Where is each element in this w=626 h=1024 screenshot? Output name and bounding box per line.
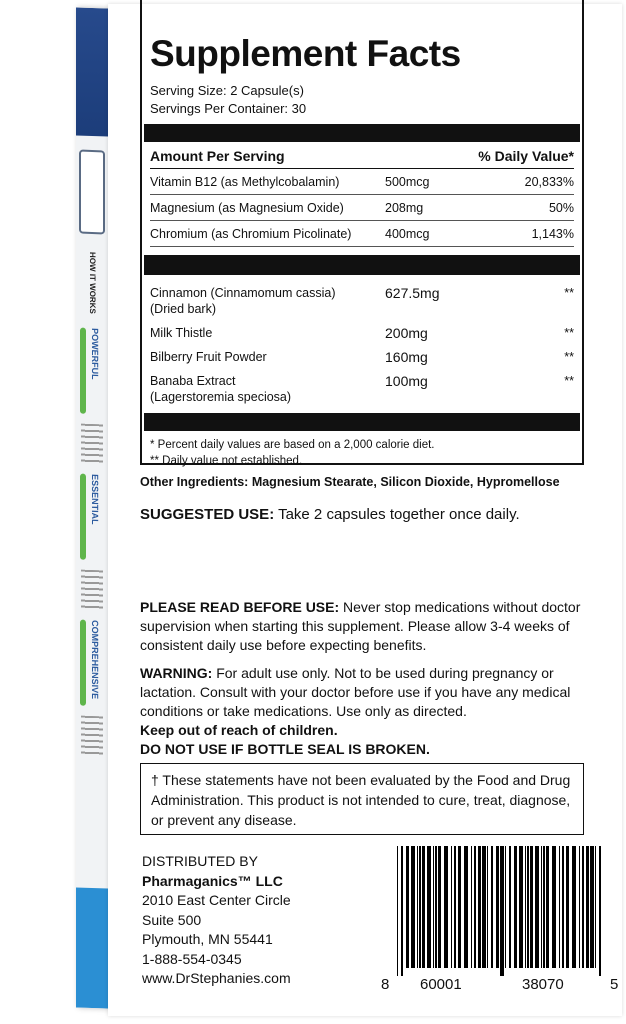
barcode-bar	[595, 846, 596, 968]
barcode-bar	[509, 846, 511, 968]
barcode-bar	[419, 846, 421, 968]
feature-label: COMPREHENSIVE	[90, 619, 100, 700]
barcode-bar	[438, 846, 441, 968]
barcode-bar	[427, 846, 431, 968]
barcode-bar	[586, 846, 589, 968]
barcode-bar	[471, 846, 472, 968]
nutrient-row	[150, 195, 574, 221]
barcode-bar	[406, 846, 409, 968]
barcode-bar	[444, 846, 448, 968]
barcode-bar	[417, 846, 418, 968]
header-dv: % Daily Value*	[478, 148, 574, 164]
other-ingredients: Other Ingredients: Magnesium Stearate, Silicon Dioxide, Hypromellose	[140, 475, 560, 489]
barcode-digit: 8	[381, 976, 390, 993]
distributor-info	[142, 852, 291, 989]
feature-label: ESSENTIAL	[90, 473, 100, 525]
divider-bar	[144, 255, 580, 275]
ingredient-name: Banaba Extract	[150, 374, 236, 388]
leaf-icon	[80, 474, 86, 560]
header-amount: Amount Per Serving	[150, 148, 285, 164]
divider-bar	[144, 124, 580, 142]
distributor-line: 2010 East Center Circle	[142, 892, 291, 908]
barcode-bar	[543, 846, 545, 968]
nutrient-amount: 500mcg	[385, 175, 430, 189]
nutrient-name: Vitamin B12 (as Methylcobalamin)	[150, 175, 340, 189]
barcode-bar	[535, 846, 539, 968]
barcode-bar	[505, 846, 506, 968]
facts-title: Supplement Facts	[150, 33, 461, 74]
barcode-bar	[579, 846, 580, 968]
ingredient-dv: **	[564, 326, 574, 340]
warning-children: Keep out of reach of children.	[140, 722, 338, 738]
nutrient-name: Chromium (as Chromium Picolinate)	[150, 227, 352, 241]
suggested-use-label: SUGGESTED USE:	[140, 506, 275, 523]
please-read	[140, 598, 602, 655]
serving-size: Serving Size: 2 Capsule(s)	[150, 83, 304, 98]
barcode-bar	[590, 846, 594, 968]
footnote-1: * Percent daily values are based on a 2,000 calorie diet.	[150, 439, 435, 451]
barcode-bar	[458, 846, 461, 968]
barcode-bar	[530, 846, 533, 968]
seal-badge	[79, 150, 105, 235]
feature-comprehensive	[80, 620, 104, 707]
leaf-icon	[80, 328, 86, 414]
nutrient-dv: 1,143%	[531, 227, 574, 241]
nutrient-row	[150, 169, 574, 195]
barcode-digit: 38070	[522, 976, 564, 993]
barcode-bar	[527, 846, 529, 968]
barcode-bar	[525, 846, 526, 968]
ingredient-dv: **	[564, 374, 574, 388]
please-read-label: PLEASE READ BEFORE USE:	[140, 599, 340, 615]
barcode-bar	[464, 846, 468, 968]
footnote-2: ** Daily value not established.	[150, 455, 303, 467]
barcode-bar	[519, 846, 523, 968]
warning-label: WARNING:	[140, 665, 213, 681]
feature-label: POWERFUL	[90, 327, 100, 380]
suggested-use	[140, 506, 610, 523]
nutrient-amount: 208mg	[385, 201, 424, 215]
nutrient-dv: 50%	[548, 201, 574, 215]
nutrient-row	[150, 221, 574, 247]
barcode-bar	[500, 846, 504, 976]
barcode-bar	[566, 846, 569, 968]
barcode-bar	[572, 846, 576, 968]
ingredient-dv: **	[564, 286, 574, 300]
distributor-line: 1-888-554-0345	[142, 950, 242, 967]
nutrient-amount: 400mcg	[385, 227, 430, 241]
side-section-how-it-works: HOW IT WORKS	[88, 251, 97, 315]
side-text	[81, 716, 103, 757]
side-footer	[76, 887, 108, 1008]
nutrient-name: Magnesium (as Magnesium Oxide)	[150, 201, 344, 215]
barcode-bar	[401, 846, 403, 976]
side-text	[81, 570, 103, 611]
brand-logo	[76, 7, 108, 136]
barcode-bar	[482, 846, 486, 968]
ingredient-name: Cinnamon (Cinnamomum cassia)	[150, 286, 336, 300]
barcode-bar	[451, 846, 452, 968]
barcode-digit: 5	[610, 976, 619, 993]
ingredient-row	[150, 321, 574, 345]
supplement-facts-panel	[140, 0, 584, 465]
barcode-bar	[559, 846, 560, 968]
ingredient-amount: 100mg	[385, 373, 428, 389]
barcode-bar	[599, 846, 601, 976]
barcode-bar	[546, 846, 549, 968]
distributor-line: Plymouth, MN 55441	[142, 931, 273, 947]
distributor-line: www.DrStephanies.com	[142, 970, 291, 986]
ingredient-subname: (Dried bark)	[150, 302, 216, 316]
distributor-line: DISTRIBUTED BY	[142, 853, 258, 869]
barcode-bar	[435, 846, 437, 968]
warning-seal: DO NOT USE IF BOTTLE SEAL IS BROKEN.	[140, 741, 430, 757]
warning	[140, 664, 602, 759]
ingredient-name: Milk Thistle	[150, 326, 213, 340]
please-read-text: Never stop medications without doctor supervision when starting this supplement. Please allow 3-4 weeks of consistent daily use before expecting benefits.	[140, 599, 581, 653]
divider-bar	[144, 413, 580, 431]
barcode-bar	[582, 846, 584, 968]
barcode-digit: 60001	[420, 976, 462, 993]
barcode-bar	[454, 846, 456, 968]
leaf-icon	[80, 620, 86, 706]
ingredient-name: Bilberry Fruit Powder	[150, 350, 267, 364]
box-side-panel	[76, 7, 108, 1008]
ingredient-row	[150, 369, 574, 409]
barcode-bar	[487, 846, 488, 968]
barcode	[397, 846, 605, 976]
ingredient-row	[150, 281, 574, 321]
feature-powerful	[80, 328, 104, 415]
ingredient-subname: (Lagerstoremia speciosa)	[150, 390, 292, 404]
barcode-bar	[562, 846, 564, 968]
barcode-bar	[433, 846, 434, 968]
barcode-bar	[541, 846, 542, 968]
ingredient-amount: 160mg	[385, 349, 428, 365]
ingredient-amount: 200mg	[385, 325, 428, 341]
warning-text: For adult use only. Not to be used during pregnancy or lactation. Consult with your doctor before use if you have any medical conditions or take medications. Use only as directed.	[140, 665, 571, 719]
barcode-bar	[491, 846, 493, 968]
barcode-bar	[478, 846, 481, 968]
side-text	[81, 424, 103, 465]
barcode-bar	[397, 846, 398, 976]
ingredient-dv: **	[564, 350, 574, 364]
suggested-use-text: Take 2 capsules together once daily.	[274, 506, 520, 523]
barcode-bar	[552, 846, 556, 968]
barcode-bar	[411, 846, 415, 968]
barcode-bar	[496, 846, 499, 968]
barcode-bar	[422, 846, 425, 968]
servings-per-container: Servings Per Container: 30	[150, 101, 307, 116]
distributor-line: Pharmaganics™ LLC	[142, 872, 283, 889]
facts-header	[150, 142, 574, 169]
ingredient-amount: 627.5mg	[385, 285, 440, 301]
nutrient-dv: 20,833%	[524, 175, 574, 189]
ingredient-row	[150, 345, 574, 369]
fda-disclaimer: † These statements have not been evaluated by the Food and Drug Administration. This product is not intended to cure, treat, diagnose, or prevent any disease.	[140, 763, 584, 835]
barcode-bar	[514, 846, 517, 968]
feature-essential	[80, 474, 104, 561]
distributor-line: Suite 500	[142, 911, 202, 928]
barcode-bar	[474, 846, 476, 968]
